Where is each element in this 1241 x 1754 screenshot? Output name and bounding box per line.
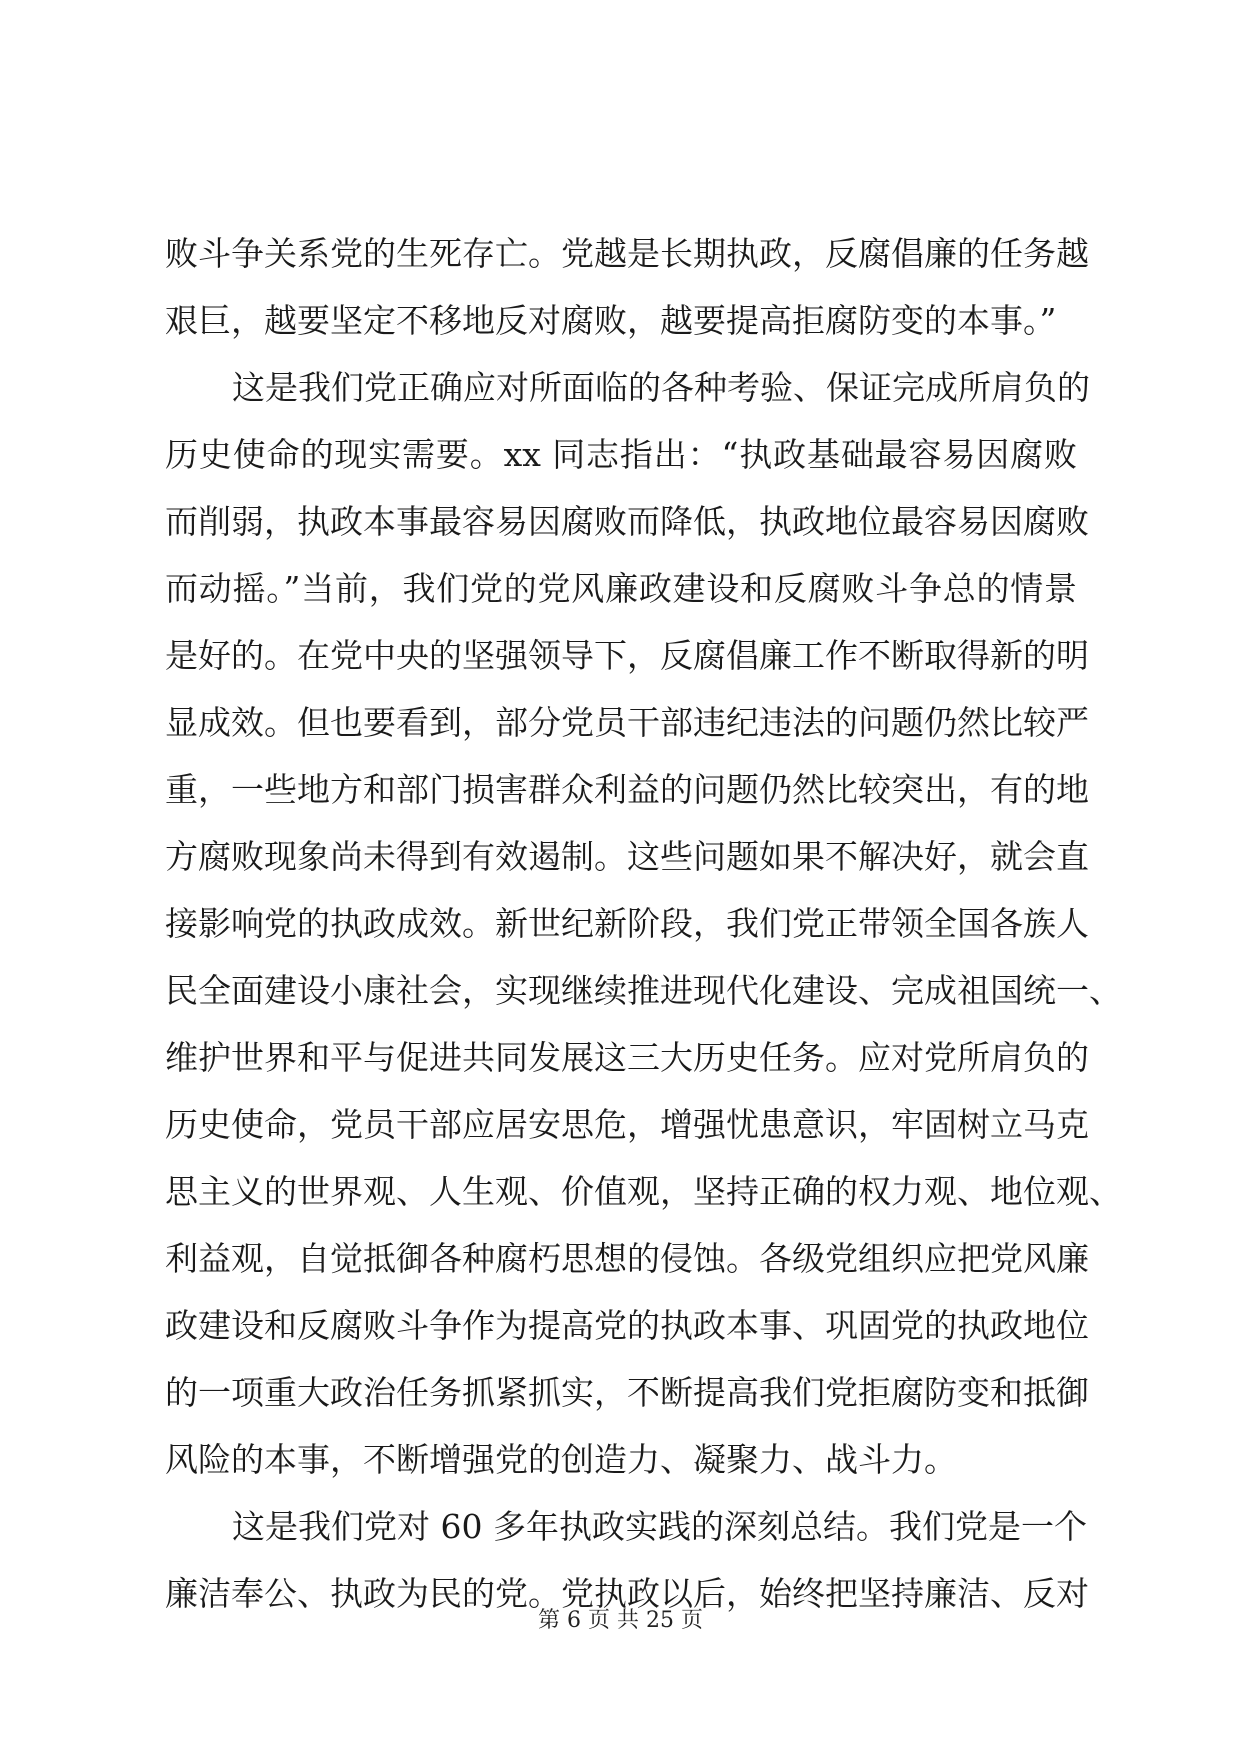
body-text-line: 是好的。在党中央的坚强领导下，反腐倡廉工作不断取得新的明 (165, 636, 1089, 675)
body-text-line: 而削弱，执政本事最容易因腐败而降低，执政地位最容易因腐败 (165, 502, 1089, 541)
body-text-line: 艰巨，越要坚定不移地反对腐败，越要提高拒腐防变的本事。” (165, 301, 1057, 340)
body-text-line: 显成效。但也要看到，部分党员干部违纪违法的问题仍然比较严 (165, 703, 1089, 742)
body-text-line: 维护世界和平与促进共同发展这三大历史任务。应对党所肩负的 (165, 1038, 1089, 1077)
body-text-line: 历史使命的现实需要。xx 同志指出：“执政基础最容易因腐败 (165, 435, 1077, 474)
body-text-line: 而动摇。”当前，我们党的党风廉政建设和反腐败斗争总的情景 (165, 569, 1077, 608)
paragraph-start-line: 这是我们党对 60 多年执政实践的深刻总结。我们党是一个 (232, 1507, 1087, 1546)
body-text-line: 廉洁奉公、执政为民的党。党执政以后，始终把坚持廉洁、反对 (165, 1574, 1089, 1613)
body-text-line: 的一项重大政治任务抓紧抓实，不断提高我们党拒腐防变和抵御 (165, 1373, 1089, 1412)
body-text-line: 思主义的世界观、人生观、价值观，坚持正确的权力观、地位观、 (165, 1172, 1122, 1211)
paragraph-start-line: 这是我们党正确应对所面临的各种考验、保证完成所肩负的 (232, 368, 1090, 407)
body-text-line: 接影响党的执政成效。新世纪新阶段，我们党正带领全国各族人 (165, 904, 1089, 943)
body-text-line: 重，一些地方和部门损害群众利益的问题仍然比较突出，有的地 (165, 770, 1089, 809)
body-text-line: 败斗争关系党的生死存亡。党越是长期执政，反腐倡廉的任务越 (165, 234, 1089, 273)
body-text-line: 民全面建设小康社会，实现继续推进现代化建设、完成祖国统一、 (165, 971, 1122, 1010)
body-text-line: 风险的本事，不断增强党的创造力、凝聚力、战斗力。 (165, 1440, 957, 1479)
page-number-footer: 第 6 页 共 25 页 (538, 1608, 703, 1633)
body-text-line: 利益观，自觉抵御各种腐朽思想的侵蚀。各级党组织应把党风廉 (165, 1239, 1089, 1278)
body-text-line: 历史使命，党员干部应居安思危，增强忧患意识，牢固树立马克 (165, 1105, 1089, 1144)
body-text-line: 方腐败现象尚未得到有效遏制。这些问题如果不解决好，就会直 (165, 837, 1089, 876)
body-text-line: 政建设和反腐败斗争作为提高党的执政本事、巩固党的执政地位 (165, 1306, 1089, 1345)
